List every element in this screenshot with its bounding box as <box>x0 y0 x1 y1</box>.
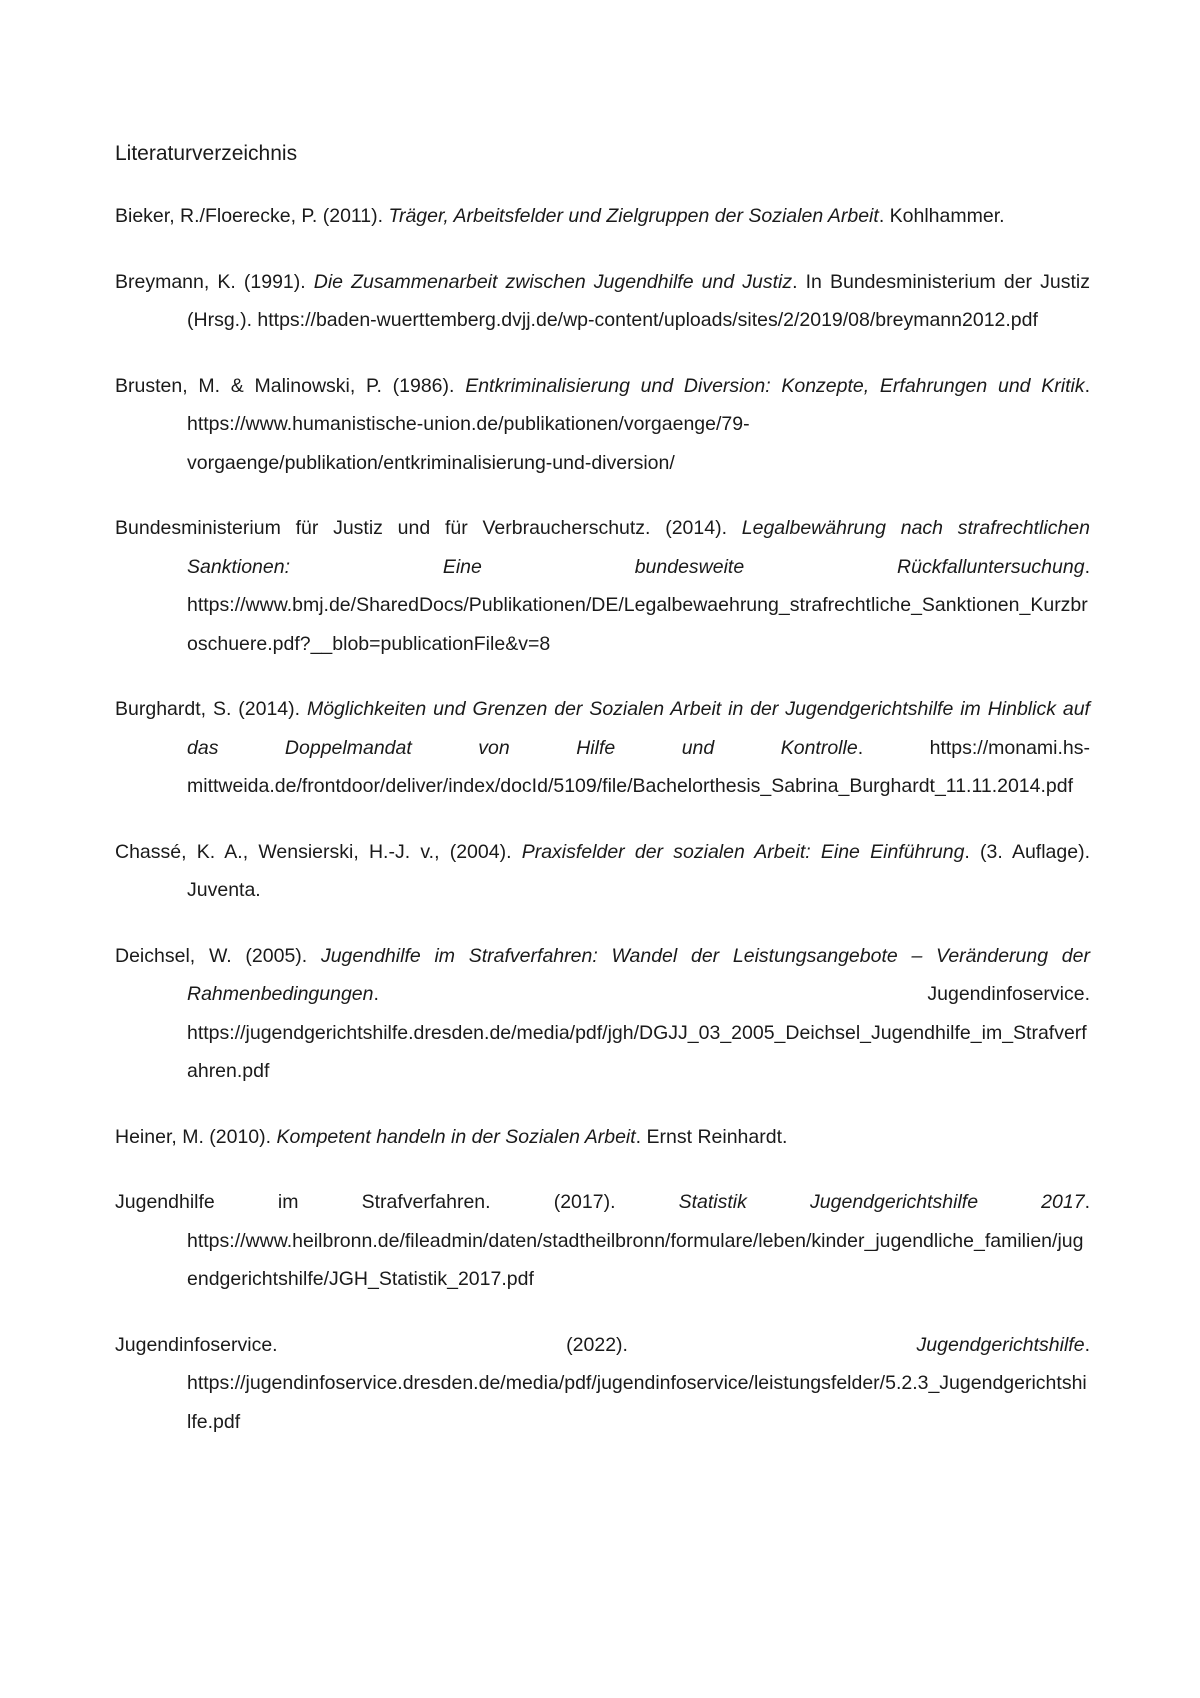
reference-entry <box>115 1183 1090 1299</box>
reference-entry <box>115 1326 1090 1442</box>
reference-title: Jugendhilfe im Strafverfahren: Wandel der Leistungsangebote – Veränderung der Rahmenbedingungen <box>187 944 1090 1005</box>
reference-title: Jugendgerichtshilfe <box>916 1333 1085 1356</box>
reference-source: . https://www.heilbronn.de/fileadmin/daten/stadtheilbronn/formulare/leben/kinder_jugendliche_familien/jugendgerichtshilfe/JGH_Statistik_2017.pdf <box>187 1191 1090 1290</box>
reference-source: . Ernst Reinhardt. <box>635 1125 788 1148</box>
reference-authors-year: Brusten, M. & Malinowski, P. (1986). <box>115 374 466 397</box>
reference-entry <box>115 367 1090 483</box>
reference-entry <box>115 197 1090 236</box>
reference-authors-year: Bundesministerium für Justiz und für Verbraucherschutz. (2014). <box>115 517 742 539</box>
reference-source: . In Bundesministerium der Justiz (Hrsg.). https://baden-wuerttemberg.dvjj.de/wp-content/uploads/sites/2/2019/08/breymann2012.pdf <box>187 270 1090 331</box>
reference-source: . Jugendinfoservice. https://jugendgerichtshilfe.dresden.de/media/pdf/jgh/DGJJ_03_2005_Deichsel_Jugendhilfe_im_Strafverfahren.pdf <box>187 983 1090 1082</box>
reference-entry <box>115 937 1090 1091</box>
reference-authors-year: Bieker, R./Floerecke, P. (2011). <box>115 205 389 227</box>
reference-entry <box>115 690 1090 806</box>
reference-authors-year: Burghardt, S. (2014). <box>115 698 307 720</box>
reference-authors-year: Deichsel, W. (2005). <box>115 944 321 967</box>
reference-title: Möglichkeiten und Grenzen der Sozialen Arbeit in der Jugendgerichtshilfe im Hinblick auf das Doppelmandat von Hilfe und Kontrolle <box>187 698 1090 759</box>
reference-title: Die Zusammenarbeit zwischen Jugendhilfe und Justiz <box>313 270 793 293</box>
reference-authors-year: Jugendinfoservice. (2022). <box>115 1333 917 1356</box>
reference-title: Entkriminalisierung und Diversion: Konzepte, Erfahrungen und Kritik <box>465 374 1085 397</box>
reference-authors-year: Breymann, K. (1991). <box>115 270 314 293</box>
reference-entry <box>115 509 1090 663</box>
document-page <box>115 138 1090 1468</box>
reference-entry <box>115 1118 1090 1157</box>
reference-title: Statistik Jugendgerichtshilfe 2017 <box>678 1191 1085 1213</box>
reference-entry <box>115 833 1090 910</box>
reference-title: Kompetent handeln in der Sozialen Arbeit <box>276 1125 636 1148</box>
reference-source: . https://monami.hs-mittweida.de/frontdoor/deliver/index/docId/5109/file/Bachelorthesis_Sabrina_Burghardt_11.11.2014.pdf <box>187 736 1091 797</box>
reference-source: . https://www.bmj.de/SharedDocs/Publikationen/DE/Legalbewaehrung_strafrechtliche_Sanktionen_Kurzbroschuere.pdf?__blob=publicationFile&v=8 <box>187 555 1090 655</box>
reference-source: . https://www.humanistische-union.de/publikationen/vorgaenge/79-vorgaenge/publikation/entkriminalisierung-und-diversion/ <box>187 374 1090 474</box>
reference-source: . (3. Auflage). Juventa. <box>187 840 1090 901</box>
reference-authors-year: Heiner, M. (2010). <box>115 1125 277 1148</box>
reference-authors-year: Jugendhilfe im Strafverfahren. (2017). <box>115 1191 679 1213</box>
reference-entry <box>115 263 1090 340</box>
reference-title: Legalbewährung nach strafrechtlichen Sanktionen: Eine bundesweite Rückfalluntersuchung <box>187 517 1090 578</box>
reference-authors-year: Chassé, K. A., Wensierski, H.-J. v., (2004). <box>115 840 522 863</box>
page-title: Literaturverzeichnis <box>115 142 298 165</box>
reference-title: Praxisfelder der sozialen Arbeit: Eine Einführung <box>521 840 965 863</box>
reference-source: . https://jugendinfoservice.dresden.de/media/pdf/jugendinfoservice/leistungsfelder/5.2.3_Jugendgerichtshilfe.pdf <box>187 1333 1090 1433</box>
reference-title: Träger, Arbeitsfelder und Zielgruppen der Sozialen Arbeit <box>388 205 879 227</box>
reference-source: . Kohlhammer. <box>878 205 1005 227</box>
